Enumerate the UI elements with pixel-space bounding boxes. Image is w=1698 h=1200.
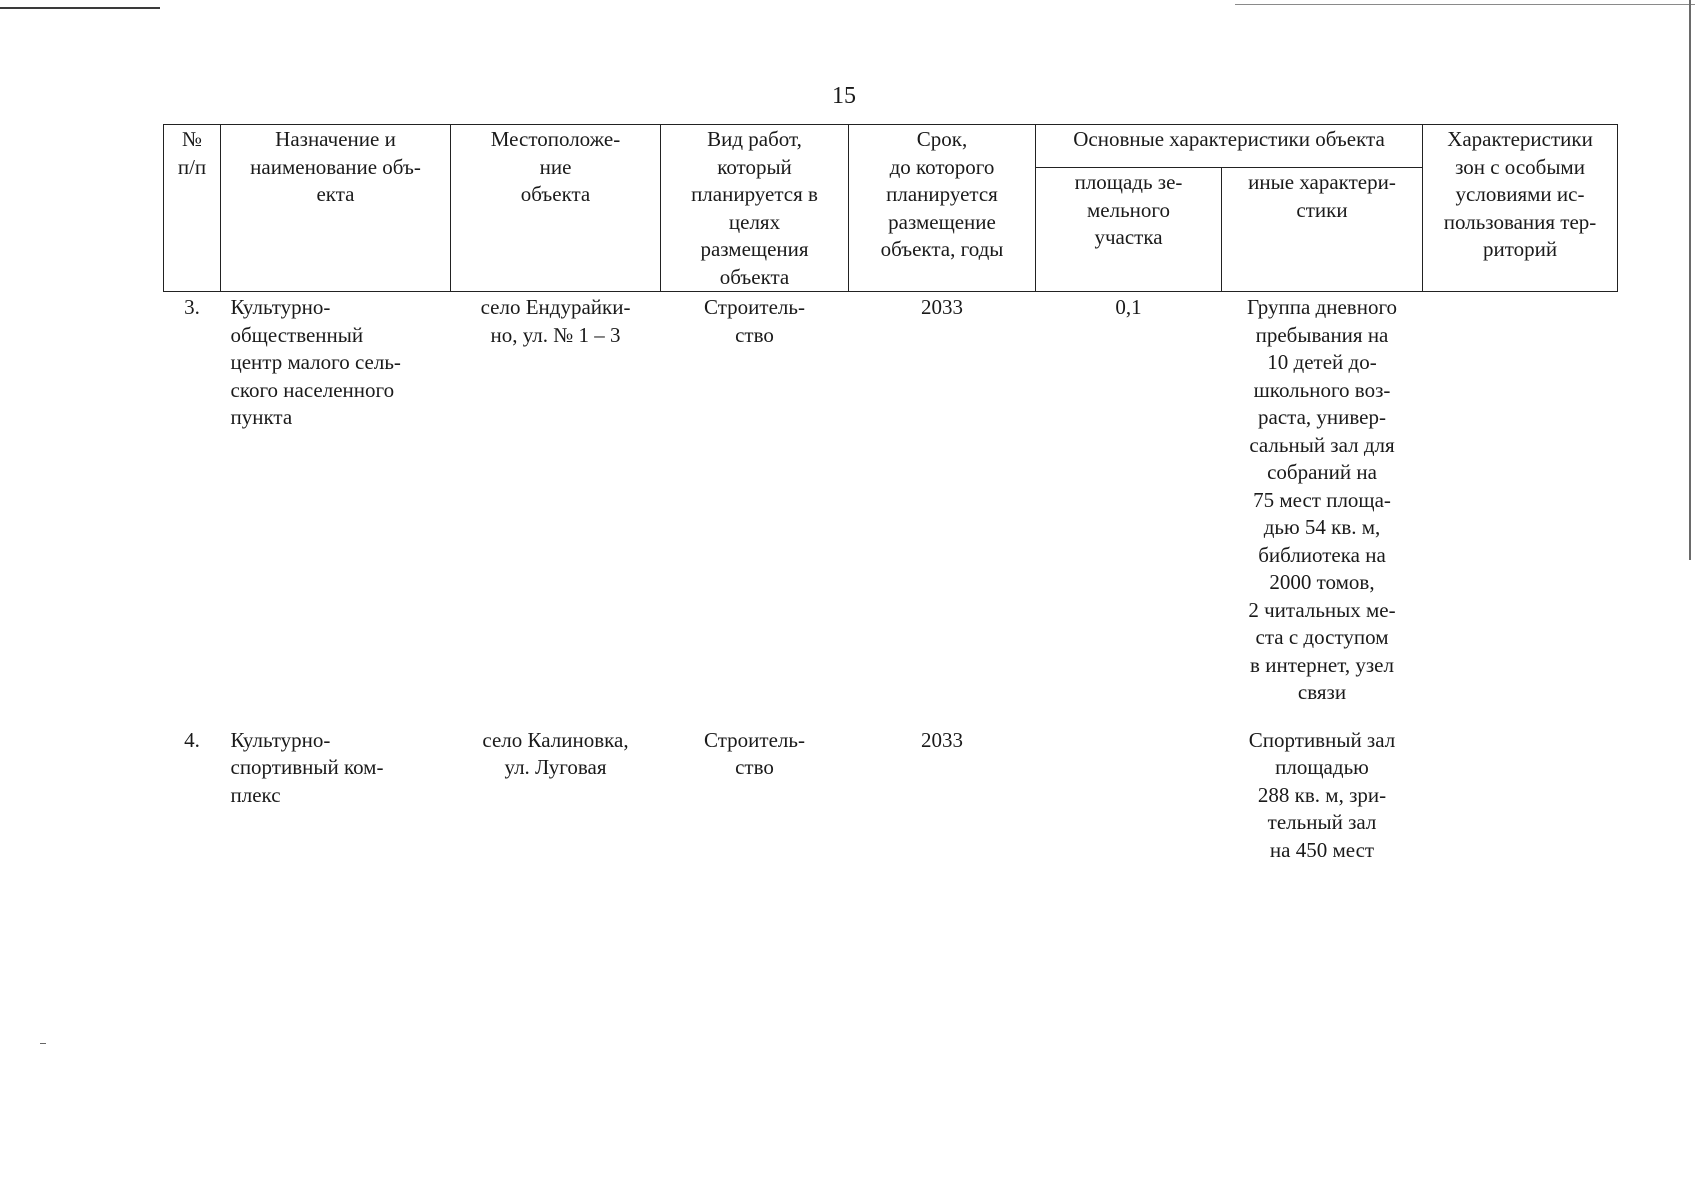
header-main-characteristics: Основные характеристики объекта bbox=[1036, 125, 1423, 168]
cell-deadline: 2033 bbox=[921, 295, 963, 319]
cell-location: село Ендурайки- но, ул. № 1 – 3 bbox=[480, 295, 631, 347]
cell-land-area: 0,1 bbox=[1115, 295, 1142, 319]
table-row bbox=[164, 725, 1618, 865]
table-row bbox=[164, 292, 1618, 725]
scan-speck bbox=[40, 1043, 46, 1044]
header-deadline: Срок, до которого планируется размещение объекта, годы bbox=[849, 125, 1036, 292]
header-name: Назначение и наименование объ- екта bbox=[221, 125, 451, 292]
cell-location: село Калиновка, ул. Луговая bbox=[482, 727, 629, 779]
scan-edge-mark bbox=[1689, 0, 1691, 560]
cell-work-type: Строитель- ство bbox=[704, 727, 805, 779]
cell-other-characteristics: Группа дневного пребывания на 10 детей до- школьного воз- раста, универ- сальный зал для собраний на 75 мест площа- дью 54 кв. м, библиотека на 2000 томов, 2 читальных ме- ста с доступом в интернет, узел связи bbox=[1246, 295, 1398, 704]
cell-other-characteristics: Спортивный зал площадью 288 кв. м, зри- тельный зал на 450 мест bbox=[1248, 727, 1396, 862]
header-other-characteristics: иные характери- стики bbox=[1222, 168, 1423, 292]
header-work-type: Вид работ, который планируется в целях размещения объекта bbox=[661, 125, 849, 292]
cell-land-area bbox=[1036, 725, 1222, 865]
cell-zones bbox=[1423, 725, 1618, 865]
header-zones: Характеристики зон с особыми условиями ис- пользования тер- риторий bbox=[1423, 125, 1618, 292]
cell-work-type: Строитель- ство bbox=[704, 295, 805, 347]
objects-table bbox=[163, 124, 1618, 864]
cell-zones bbox=[1423, 292, 1618, 725]
header-location: Местоположе- ние объекта bbox=[451, 125, 661, 292]
table-header bbox=[164, 125, 1618, 292]
cell-num: 3. bbox=[184, 295, 200, 319]
cell-num: 4. bbox=[184, 727, 200, 752]
cell-name: Культурно- общественный центр малого сель- ского населенного пункта bbox=[230, 295, 401, 429]
cell-name: Культурно- спортивный ком- плекс bbox=[230, 727, 384, 807]
page-number: 15 bbox=[832, 83, 856, 109]
cell-deadline: 2033 bbox=[921, 727, 963, 752]
header-land-area: площадь зе- мельного участка bbox=[1036, 168, 1222, 292]
scan-edge-mark bbox=[0, 7, 160, 9]
header-num: № п/п bbox=[164, 125, 221, 292]
scan-edge-mark bbox=[1235, 4, 1695, 5]
